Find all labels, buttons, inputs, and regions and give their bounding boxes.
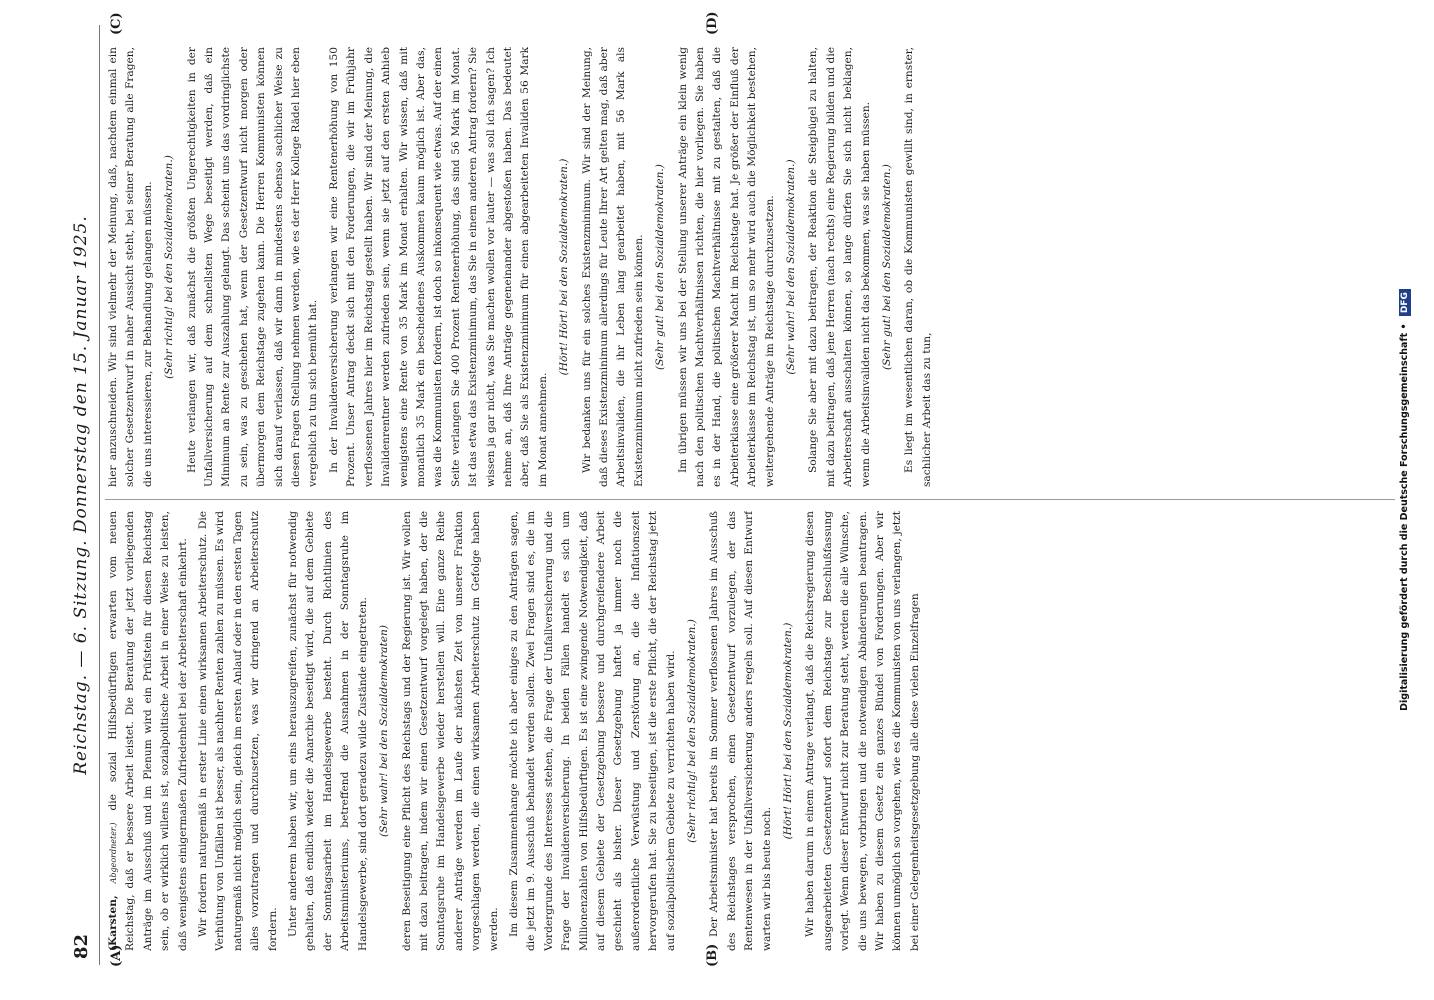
interjection: (Hört! Hört! bei den Sozialdemokraten.): [782, 622, 795, 840]
page-number: 82: [71, 933, 92, 959]
interjection: (Sehr gut! bei den Sozialdemokraten.): [881, 164, 894, 370]
left-text-column: [105, 511, 1395, 951]
margin-marker-b: (B): [705, 943, 720, 967]
speech-paragraph: In der Invalidenversicherung verlangen wir eine Rentenerhöhung von 150 Prozent. Unser Antrag deckt sich mit den Forderungen, die wir im Frühjahr verflossenen Jahres hier im Reichstag gestellt haben. Wir sind der Meinung, die Invalidenrentner werden zufrieden sein, wenn sie jetzt auf den ersten Anhieb wenigstens eine Rente von 35 Mark im Monat erhalten. Wir wissen, daß mit monatlich 35 Mark ein bescheidenes Auskommen kaum möglich ist. Aber das, was die Kommunisten fordern, ist doch so inkonsequent wie etwas. Auf der einen Seite verlangen Sie 400 Prozent Rentenerhöhung, das sind 56 Mark im Monat. Ist das etwa das Existenzminimum, das Sie in einem anderen Antrag fordern? Sie wissen ja gar nicht, was Sie machen wollen vor lauter — was soll ich sagen? Ich nehme an, daß Ihre Anträge gegeneinander abgestoßen haben. Das bedeutet aber, daß Sie als Existenzminimum für einen abgearbeiteten Invaliden 56 Mark im Monat annehmen.: [327, 47, 549, 487]
interjection: (Sehr gut! bei den Sozialdemokraten.): [654, 164, 667, 370]
speech-paragraph: Solange Sie aber mit dazu beitragen, der Reaktion die Steigbügel zu halten, mit dazu beitragen, daß jene Herren (nach rechts) eine Regierung bilden und die Arbeiterschaft ausschalten können, so lange dürfen Sie sich nicht beklagen, wenn die Arbeitsinvaliden nicht das bekommen, was sie haben müssen.: [807, 47, 872, 487]
speech-paragraph: Heute verlangen wir, daß zunächst die größten Ungerechtigkeiten in der Unfallversicherung auf dem schnellsten Wege beseitigt werden, daß ein Minimum an Rente zur Auszahlung gelangt. Das scheint uns das vordringlichste zu sein, was zu geschehen hat, wenn der Gesetzentwurf nicht morgen oder übermorgen dem Reichstage zugehen kann. Die Herren Kommunisten können sich darauf verlassen, daß wir dann in mindestens ebenso sachlicher Weise zu diesen Fragen Stellung nehmen werden, wie es der Herr Kollege Rädel hier eben vergeblich zu tun sich bemüht hat.: [185, 47, 320, 487]
paragraph-text: die sozial Hilfsbedürftigen erwarten vom neuen Reichstag, daß er bessere Arbeit leistet. Die Beratung der jetzt vorliegenden Anträge im Ausschuß und im Plenum wird ein Prüfstein für diesen Reichstag sein, ob er wirklich willens ist, sozialpolitische Arbeit in einer Weise zu leisten, daß wenigstens einigermaßen Zufriedenheit bei der Arbeiterschaft einkehrt.: [107, 511, 189, 951]
speech-paragraph: Der Arbeitsminister hat bereits im Sommer verflossenen Jahres im Ausschuß des Reichstages versprochen, einen Gesetzentwurf vorzulegen, der das Rentenwesen in der Unfallversicherung anders regeln soll. Auf diesen Entwurf warten wir bis heute noch.: [708, 511, 773, 951]
speaker-name: (Karsten,: [107, 895, 119, 951]
speech-paragraph: Es liegt im wesentlichen daran, ob die Kommunisten gewillt sind, in ernster, sachlicher Arbeit das zu tun,: [903, 47, 933, 487]
margin-marker-a: (A): [109, 944, 124, 967]
interjection: (Sehr richtig! bei den Sozialdemokraten.): [163, 155, 176, 379]
digitization-credit: [1387, 10, 1433, 990]
speech-paragraph: [105, 511, 192, 951]
speaker-role: Abgeordneter.): [109, 822, 118, 884]
interjection: (Sehr wahr! bei den Sozialdemokraten.): [785, 159, 798, 375]
column-divider: [105, 499, 1395, 500]
interjection: (Sehr richtig! bei den Sozialdemokraten.): [686, 619, 698, 843]
page-header: [65, 25, 100, 965]
digitization-credit-text: [1399, 10, 1411, 990]
credit-line: Digitalisierung gefördert durch die Deutsche Forschungsgemeinschaft •: [1399, 323, 1410, 711]
dfg-logo: DFG: [1399, 289, 1411, 316]
speech-paragraph: Im übrigen müssen wir uns bei der Stellung unserer Anträge ein klein wenig nach den politischen Machtverhältnissen richten, die hier vorliegen. Sie haben es in der Hand, die politischen Machtverhältnisse mit zu gestalten, daß die Arbeiterklasse eine größerer Macht im Reichstage hat. Je größer der Einfluß der Arbeiterklasse im Reichstag ist, um so mehr wird auch die Möglichkeit bestehen, weitergehende Anträge im Reichstage durchzusetzen.: [676, 47, 776, 487]
interjection: (Hört! Hört! bei den Sozialdemokraten.): [558, 158, 571, 376]
speech-paragraph: Im diesem Zusammenhange möchte ich aber einiges zu den Anträgen sagen, die jetzt im 9. Ausschuß behandelt werden sollen. Zwei Fragen sind es, die im Vordergrunde des Interesses stehen, die Frage der Unfallversicherung und die Frage der Invalidenversicherung. In beiden Fällen handelt es sich um Millionenzahlen von Hilfsbedürftigen. Es ist eine zwingende Notwendigkeit, daß auf diesem Gebiete der Gesetzgebung bessere und durchgreifendere Arbeit geschieht als bisher. Dieser Gesetzgebung haftet ja immer noch die außerordentliche Verwüstung und Zerstörung an, die die Inflationszeit hervorgerufen hat. Sie zu beseitigen, ist die erste Pflicht, die der Reichstag jetzt auf sozialpolitischem Gebiete zu verrichten haben wird.: [507, 511, 677, 951]
speech-paragraph: Wir bedanken uns für ein solches Existenzminimum. Wir sind der Meinung, daß dieses Existenzminimum allerdings für Leute Ihrer Art gelten mag, daß aber Arbeitsinvaliden, die ihr Leben lang gearbeitet haben, mit 56 Mark als Existenzminimum nicht zufrieden sein können.: [580, 47, 645, 487]
speech-paragraph: Wir haben darum in einem Antrage verlangt, daß die Reichsregierung diesen ausgearbeiteten Gesetzentwurf sofort dem Reichstage zur Beschlußfassung vorlegt. Wenn dieser Entwurf nicht zur Beratung steht, werden die alle Wünsche, die uns bewegen, vorbringen und die notwendigen Abänderungen beantragen. Wir haben zu diesem Gesetz ein ganzes Bündel von Forderungen. Aber wir können unmöglich so vorgehen, wie es die Kommunisten von uns verlangen, jetzt bei einer Gelegenheitsgesetzgebung alle diese vielen Einzelfragen: [804, 511, 921, 951]
speech-paragraph: Unter anderem haben wir, um eins herauszugreifen, zunächst für notwendig gehalten, daß endlich wieder die Anarchie beseitigt wird, die auf dem Gebiete der Sonntagsarbeit im Handelsgewerbe besteht. Durch Richtlinien des Arbeitsministeriums, betreffend die Ausnahmen in der Sonntagsruhe im Handelsgewerbe, sind dort geradezu wilde Zustände eingetreten.: [287, 511, 369, 951]
running-head: Reichstag. — 6. Sitzung. Donnerstag den 15. Januar 1925.: [71, 215, 91, 775]
margin-marker-c: (C): [109, 12, 124, 35]
speech-paragraph: hier anzuschneiden. Wir sind vielmehr der Meinung, daß, nachdem einmal ein solcher Gesetzentwurf in naher Aussicht steht, bei seiner Beratung alle Fragen, die uns interessieren, zur Behandlung gelangen müssen.: [107, 47, 154, 487]
margin-marker-d: (D): [705, 11, 720, 35]
right-text-column: [105, 47, 1395, 487]
rotated-document-page: [65, 11, 1405, 967]
speech-paragraph: Wir fordern naturgemäß in erster Linie einen wirksamen Arbeiterschutz. Die Verhütung von Unfällen ist besser, als nachher Renten zahlen zu müssen. Es wird naturgemäß nicht möglich sein, gleich im ersten Anlauf oder in den ersten Tagen alles vorzutragen und durchzusetzen, was wir dringend an Arbeiterschutz fordern.: [197, 511, 279, 951]
speech-paragraph: deren Beseitigung eine Pflicht des Reichstags und der Regierung ist. Wir wollen mit dazu beitragen, indem wir einen Gesetzentwurf vorgelegt haben, der die Sonntagsruhe im Handelsgewerbe wieder herstellen will. Eine ganze Reihe anderer Anträge werden im Laufe der nächsten Zeit von unserer Fraktion vorgeschlagen werden, die einen wirksamen Arbeiterschutz im Gefolge haben werden.: [400, 511, 500, 951]
interjection: (Sehr wahr! bei den Sozialdemokraten): [378, 625, 391, 837]
